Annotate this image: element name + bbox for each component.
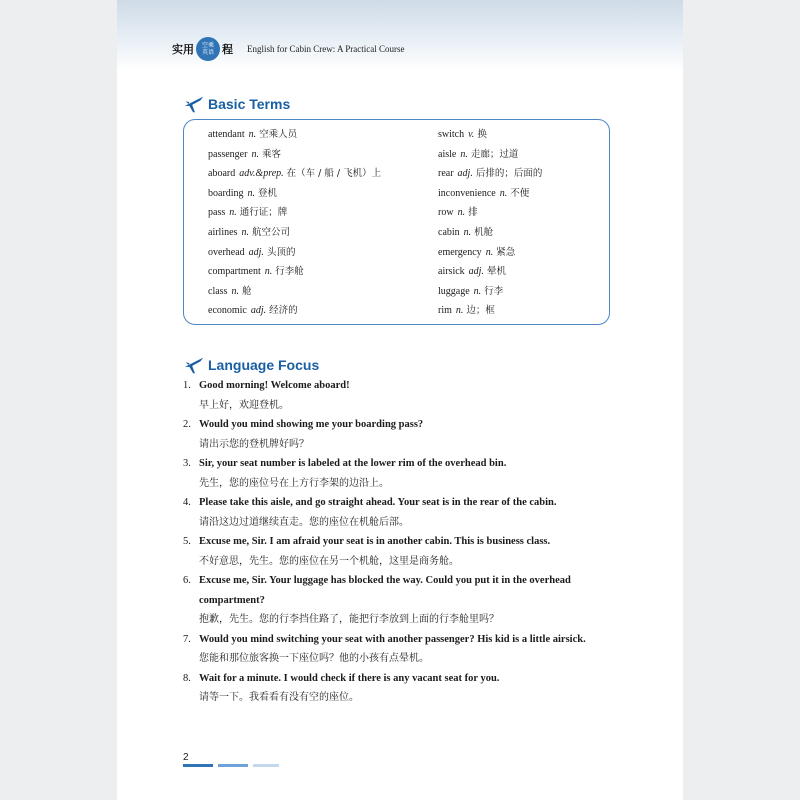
focus-item-number: 7. [183, 633, 191, 645]
term-word: attendant [208, 129, 245, 140]
term-pos: n. [229, 207, 237, 219]
basic-terms-title: Basic Terms [208, 96, 291, 112]
focus-item-chinese: 请出示您的登机牌好吗？ [199, 438, 309, 450]
term-entry [208, 203, 381, 223]
term-pos: n. [231, 285, 239, 297]
focus-item [183, 493, 623, 532]
term-meaning: 行李舱 [275, 266, 304, 278]
term-meaning: 换 [477, 129, 487, 140]
focus-item-chinese: 不好意思，先生。您的座位在另一个机舱，这里是商务舱。 [199, 555, 459, 567]
footer-bar [218, 764, 248, 767]
page-header [172, 37, 404, 61]
focus-item [183, 376, 623, 415]
brand-text-right: 程 [222, 43, 233, 56]
term-word: row [438, 207, 454, 219]
term-word: aboard [208, 168, 236, 180]
focus-item-english: Please take this aisle, and go straight ahead. Your seat is in the rear of the cabin. [199, 497, 557, 508]
term-pos: n. [463, 226, 472, 238]
term-pos: adj. [468, 266, 484, 278]
focus-item-number: 1. [183, 380, 191, 391]
term-meaning: 不便 [510, 187, 530, 199]
focus-item-chinese: 请等一下。我看看有没有空的座位。 [199, 692, 359, 703]
term-entry [438, 282, 542, 302]
term-word: pass [208, 207, 226, 219]
term-entry [208, 125, 381, 145]
term-meaning: 走廊；过道 [470, 148, 519, 160]
term-meaning: 头顶的 [266, 246, 296, 258]
focus-item-english: Would you mind showing me your boarding pass? [199, 419, 424, 430]
term-word: airsick [438, 266, 465, 278]
focus-item [183, 454, 623, 493]
term-meaning: 经济的 [269, 305, 298, 317]
page-number: 2 [183, 752, 189, 763]
term-entry [208, 262, 381, 282]
term-word: switch [438, 129, 465, 140]
footer-bar [183, 764, 213, 767]
term-entry [438, 243, 542, 263]
term-meaning: 通行证；牌 [239, 207, 288, 219]
term-entry [438, 184, 542, 204]
term-entry [438, 145, 542, 165]
term-pos: n. [460, 148, 468, 160]
airplane-icon [183, 354, 205, 376]
focus-item-number: 4. [183, 497, 191, 508]
airplane-icon [183, 93, 205, 115]
focus-item-chinese: 先生，您的座位号在上方行李架的边沿上。 [199, 477, 389, 489]
term-word: rim [438, 305, 452, 317]
language-focus-list [183, 376, 623, 708]
term-entry [438, 301, 542, 321]
term-meaning: 乘客 [261, 148, 281, 160]
term-pos: v. [468, 129, 475, 140]
term-meaning: 排 [468, 207, 478, 219]
term-entry [438, 125, 542, 145]
basic-terms-box [183, 119, 610, 325]
brand-badge-top: 空乘 [201, 42, 214, 49]
focus-item-number: 6. [183, 575, 191, 586]
focus-item [183, 669, 623, 708]
brand-badge [196, 37, 220, 61]
term-word: boarding [208, 187, 244, 199]
focus-item [183, 532, 623, 571]
term-entry [208, 243, 381, 263]
term-pos: adj. [250, 305, 267, 317]
language-focus-heading [183, 354, 319, 376]
term-pos: adv.&prep. [239, 168, 284, 180]
term-word: luggage [438, 285, 470, 297]
term-meaning: 登机 [258, 187, 278, 199]
term-pos: n. [241, 226, 249, 238]
focus-item [183, 630, 623, 669]
term-pos: adj. [248, 246, 264, 258]
term-meaning: 后排的；后面的 [475, 168, 543, 180]
term-word: inconvenience [438, 187, 496, 199]
term-meaning: 航空公司 [251, 226, 290, 238]
term-entry [208, 301, 381, 321]
focus-item-english: Good morning! Welcome aboard! [199, 380, 350, 391]
focus-item-number: 3. [183, 458, 191, 469]
term-meaning: 机舱 [474, 226, 494, 238]
term-word: rear [438, 168, 454, 180]
brand-text-left: 实用 [172, 43, 194, 56]
term-pos: n. [457, 207, 466, 219]
term-entry [438, 203, 542, 223]
term-entry [208, 184, 381, 204]
term-meaning: 紧急 [496, 246, 516, 258]
focus-item-chinese: 请沿这边过道继续直走。您的座位在机舱后部。 [199, 516, 409, 528]
footer-bar [253, 764, 279, 767]
focus-item-chinese: 早上好，欢迎登机。 [199, 399, 289, 411]
term-word: economic [208, 305, 247, 317]
course-title: English for Cabin Crew: A Practical Course [247, 44, 405, 54]
term-entry [438, 262, 542, 282]
term-entry [438, 164, 542, 184]
term-pos: n. [264, 266, 273, 278]
focus-item [183, 571, 623, 630]
term-pos: n. [247, 187, 256, 199]
focus-item-english: Would you mind switching your seat with another passenger? His kid is a little airsick. [199, 633, 586, 645]
textbook-page [117, 0, 683, 800]
term-pos: n. [485, 246, 494, 258]
brand-badge-bottom: 英语 [201, 49, 214, 56]
focus-item-chinese: 抱歉，先生。您的行李挡住路了，能把行李放到上面的行李舱里吗？ [199, 614, 499, 625]
focus-item-english: Wait for a minute. I would check if there is any vacant seat for you. [199, 672, 500, 684]
term-pos: n. [455, 305, 464, 317]
term-word: class [208, 285, 228, 297]
focus-item-chinese: 您能和那位旅客换一下座位吗？他的小孩有点晕机。 [199, 653, 429, 664]
term-word: airlines [208, 226, 238, 238]
focus-item [183, 415, 623, 454]
term-word: emergency [438, 246, 482, 258]
term-entry [208, 164, 381, 184]
focus-item-number: 8. [183, 672, 191, 684]
focus-item-number: 5. [183, 536, 191, 547]
term-meaning: 晕机 [486, 266, 506, 278]
term-meaning: 边；框 [466, 305, 495, 317]
term-entry [438, 223, 542, 243]
term-pos: n. [248, 129, 257, 140]
focus-item-english: Excuse me, Sir. I am afraid your seat is in another cabin. This is business class. [199, 536, 551, 547]
focus-item-number: 2. [183, 419, 191, 430]
term-word: passenger [208, 148, 248, 160]
term-word: compartment [208, 266, 261, 278]
term-pos: n. [473, 285, 482, 297]
term-entry [208, 145, 381, 165]
focus-item-english: Excuse me, Sir. Your luggage has blocked the way. Could you put it in the overhead compartment? [199, 575, 571, 606]
term-meaning: 舱 [241, 285, 252, 297]
term-pos: n. [251, 148, 259, 160]
term-meaning: 在（车 / 船 / 飞机）上 [286, 168, 382, 180]
terms-left-column [208, 125, 381, 321]
term-meaning: 行李 [484, 285, 504, 297]
basic-terms-heading [183, 93, 290, 115]
term-word: overhead [208, 246, 245, 258]
focus-item-english: Sir, your seat number is labeled at the lower rim of the overhead bin. [199, 458, 507, 469]
term-word: cabin [438, 226, 460, 238]
language-focus-title: Language Focus [208, 357, 320, 373]
term-pos: n. [499, 187, 508, 199]
term-entry [208, 282, 381, 302]
term-word: aisle [438, 148, 457, 160]
term-entry [208, 223, 381, 243]
terms-right-column [438, 125, 542, 321]
term-meaning: 空乘人员 [259, 129, 298, 140]
term-pos: adj. [457, 168, 473, 180]
